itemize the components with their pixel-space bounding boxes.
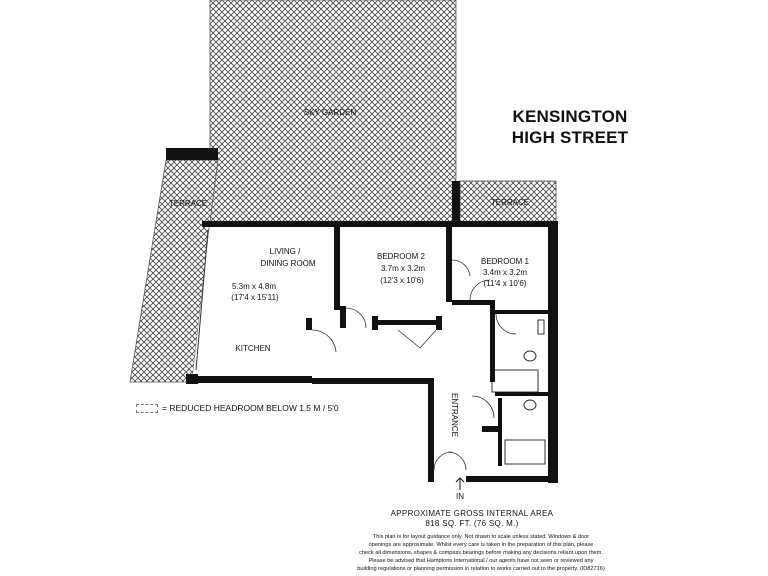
disclaimer-line-4: Please be advised that Hamptons International / our agents have not seen or reviewed any	[368, 558, 594, 564]
bedroom-2-label: BEDROOM 2	[376, 252, 426, 261]
bedroom-1-metric: 3.4m x 3.2m	[482, 268, 528, 277]
bedroom-1-imperial: (11'4 x 10'6)	[483, 279, 527, 288]
area-line-1: APPROXIMATE GROSS INTERNAL AREA	[390, 509, 554, 518]
entrance-label: ENTRANCE	[450, 392, 459, 438]
kitchen-label: KITCHEN	[235, 344, 271, 353]
disclaimer-line-1: This plan is for layout guidance only. Not drawn to scale unless stated. Windows & door	[372, 534, 590, 540]
bedroom-2-imperial: (12'3 x 10'6)	[380, 276, 424, 285]
terrace-left-label: TERRACE	[168, 199, 208, 208]
legend-text: = REDUCED HEADROOM BELOW 1.5 M / 5'0	[162, 403, 339, 413]
entry-arrow-icon	[456, 478, 464, 490]
property-title	[500, 106, 640, 148]
reduced-headroom-swatch	[136, 404, 158, 413]
disclaimer	[322, 533, 640, 573]
legend	[136, 403, 339, 413]
sky-garden-label: SKY GARDEN	[303, 108, 357, 117]
area-line-2: 818 SQ. FT. (76 SQ. M.)	[425, 519, 519, 528]
gross-area	[360, 509, 584, 529]
disclaimer-line-2: openings are approximate. Whilst every care is taken in the preparation of this plan, please	[368, 542, 594, 548]
living-room-label: LIVING /	[269, 247, 301, 256]
bedroom-1-label: BEDROOM 1	[480, 257, 530, 266]
in-label: IN	[456, 492, 464, 501]
terrace-right-label: TERRACE	[490, 198, 530, 207]
disclaimer-line-3: check all dimensions, shapes & compass bearings before making any decisions reliant upon them.	[359, 550, 603, 556]
living-room-imperial: (17'4 x 15'11)	[231, 293, 279, 302]
bedroom-2-metric: 3.7m x 3.2m	[380, 264, 426, 273]
title-line-2: HIGH STREET	[511, 128, 629, 147]
living-room-label-2: DINING ROOM	[260, 259, 316, 268]
disclaimer-line-5: building regulations or planning permission in relation to works carried out to the property. (ID82716)	[357, 566, 605, 572]
living-room-metric: 5.3m x 4.8m	[231, 282, 277, 291]
title-line-1: KENSINGTON	[512, 107, 628, 126]
